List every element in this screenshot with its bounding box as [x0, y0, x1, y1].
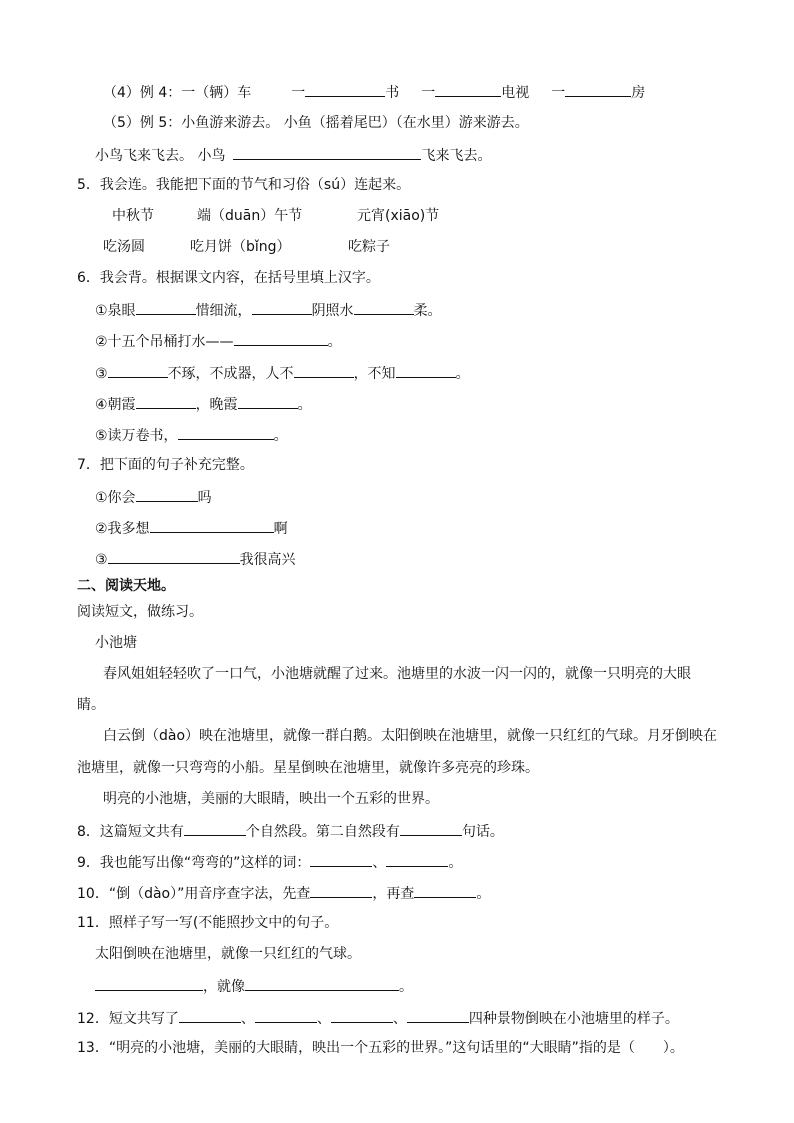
- section-2-heading: 二、阅读天地。: [77, 578, 175, 594]
- sentence-line-3: ③ 我很高兴: [95, 549, 296, 569]
- blank[interactable]: [255, 1008, 317, 1023]
- custom-item[interactable]: 吃汤圆: [103, 239, 145, 255]
- blank[interactable]: [354, 300, 414, 315]
- saying-line-5: ⑤读万卷书， 。: [95, 425, 288, 445]
- blank[interactable]: [184, 821, 246, 836]
- festival-item[interactable]: 元宵(xiāo)节: [357, 208, 440, 224]
- blank[interactable]: [108, 549, 240, 564]
- question-9: 9．我也能写出像“弯弯的”这样的词： 、 。: [77, 852, 462, 872]
- blank[interactable]: [252, 300, 312, 315]
- sentence-line-1: ①你会 吗: [95, 487, 212, 507]
- blank[interactable]: [565, 82, 631, 97]
- poem-line-1: ①泉眼 惜细流， 阴照水 柔。: [95, 300, 442, 320]
- passage-title: 小池塘: [95, 635, 137, 651]
- blank[interactable]: [238, 394, 298, 409]
- blank[interactable]: [95, 976, 203, 991]
- passage-paragraph-1-cont: 睛。: [77, 697, 105, 713]
- blank[interactable]: [400, 821, 462, 836]
- blank[interactable]: [234, 331, 328, 346]
- passage-paragraph-2-cont: 池塘里，就像一只弯弯的小船。星星倒映在池塘里，就像许多亮亮的珍珠。: [77, 760, 539, 776]
- custom-item[interactable]: 吃粽子: [348, 239, 390, 255]
- blank[interactable]: [178, 425, 274, 440]
- blank[interactable]: [233, 145, 421, 160]
- blank[interactable]: [331, 1008, 393, 1023]
- saying-line-3: ③ 不琢，不成器，人不 ，不知 。: [95, 363, 470, 383]
- blank[interactable]: [396, 363, 456, 378]
- blank[interactable]: [305, 82, 385, 97]
- blank[interactable]: [310, 852, 372, 867]
- blank[interactable]: [179, 1008, 241, 1023]
- blank[interactable]: [136, 487, 198, 502]
- blank[interactable]: [108, 363, 168, 378]
- question-5-title: 5．我会连。我能把下面的节气和习俗（sú）连起来。: [77, 177, 411, 193]
- blank[interactable]: [386, 852, 448, 867]
- question-13: 13．“明亮的小池塘，美丽的大眼睛，映出一个五彩的世界。”这句话里的“大眼睛”指的是（ ）。: [77, 1040, 684, 1056]
- question-11-example: 太阳倒映在池塘里，就像一只红红的气球。: [95, 946, 361, 962]
- sentence-line-2: ②我多想 啊: [95, 518, 288, 538]
- custom-item[interactable]: 吃月饼（bǐng）: [190, 239, 291, 255]
- passage-paragraph-1: 春风姐姐轻轻吹了一口气，小池塘就醒了过来。池塘里的水波一闪一闪的，就像一只明亮的大眼: [103, 666, 691, 682]
- blank[interactable]: [136, 300, 196, 315]
- blank[interactable]: [310, 883, 372, 898]
- question-6-title: 6．我会背。根据课文内容，在括号里填上汉字。: [77, 270, 380, 286]
- example-4-line: （4）例 4：一（辆）车 一 书 一 电视 一 房: [103, 82, 645, 102]
- question-12: 12．短文共写了 、 、 、 四种景物倒映在小池塘里的样子。: [77, 1008, 679, 1028]
- blank[interactable]: [136, 394, 196, 409]
- blank[interactable]: [414, 883, 476, 898]
- festival-item[interactable]: 中秋节: [112, 208, 154, 224]
- example-5-line: （5）例 5：小鱼游来游去。 小鱼（摇着尾巴）（在水里）游来游去。: [103, 115, 529, 131]
- saying-line-2: ②十五个吊桶打水—— 。: [95, 331, 342, 351]
- passage-paragraph-3: 明亮的小池塘，美丽的大眼睛，映出一个五彩的世界。: [103, 791, 439, 807]
- question-10: 10．“倒（dào）”用音序查字法，先查 ，再查 。: [77, 883, 490, 903]
- reading-instruction: 阅读短文，做练习。: [77, 604, 203, 620]
- question-11-title: 11．照样子写一写(不能照抄文中的句子。: [77, 915, 339, 931]
- question-8: 8．这篇短文共有 个自然段。第二自然段有 句话。: [77, 821, 504, 841]
- festival-item[interactable]: 端（duān）午节: [197, 208, 303, 224]
- question-7-title: 7．把下面的句子补充完整。: [77, 457, 254, 473]
- blank[interactable]: [150, 518, 274, 533]
- saying-line-4: ④朝霞 ，晚霞 。: [95, 394, 312, 414]
- question-11-fill: ，就像 。: [95, 976, 413, 996]
- passage-paragraph-2: 白云倒（dào）映在池塘里，就像一群白鹅。太阳倒映在池塘里，就像一只红红的气球。月牙倒映在: [103, 728, 718, 744]
- blank[interactable]: [407, 1008, 469, 1023]
- blank[interactable]: [245, 976, 399, 991]
- blank[interactable]: [294, 363, 354, 378]
- example-5-fill-line: 小鸟飞来飞去。 小鸟 飞来飞去。: [95, 145, 491, 165]
- blank[interactable]: [435, 82, 501, 97]
